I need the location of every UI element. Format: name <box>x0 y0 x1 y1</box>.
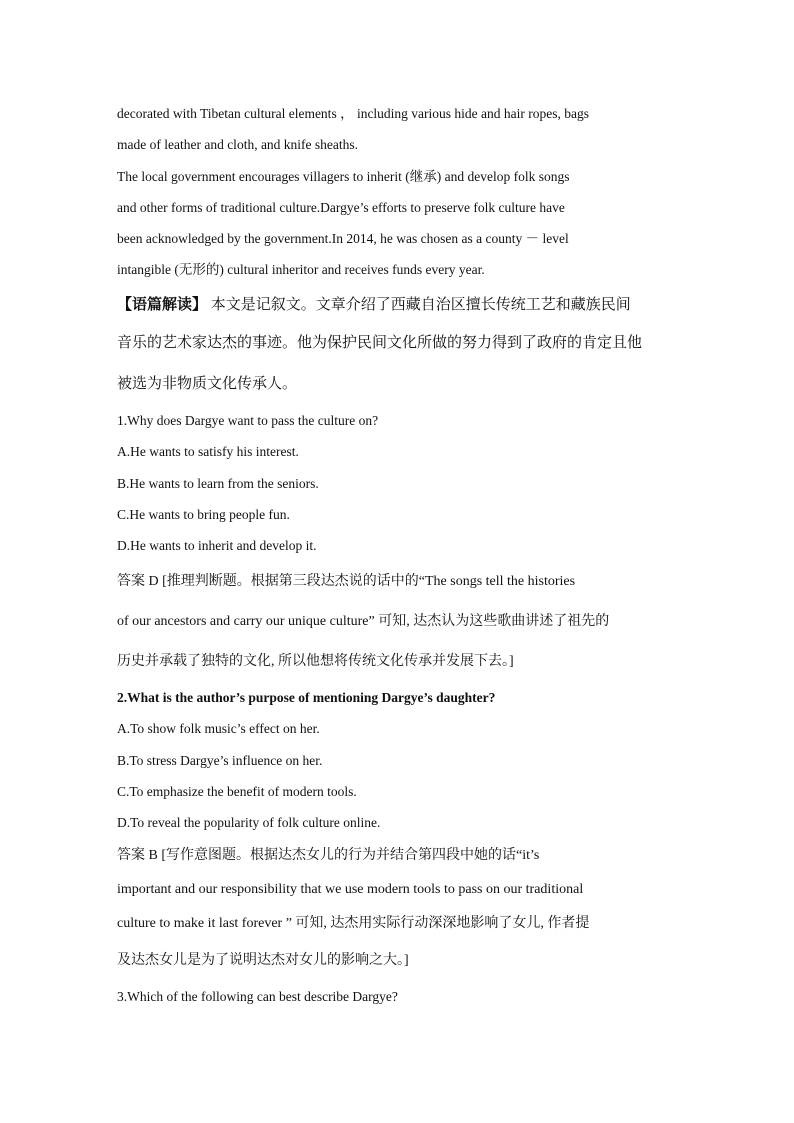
question-2-answer: important and our responsibility that we use modern tools to pass on our traditional <box>117 881 584 897</box>
question-2-option-d: D.To reveal the popularity of folk culture online. <box>117 815 381 831</box>
analysis-line: 音乐的艺术家达杰的事迹。他为保护民间文化所做的努力得到了政府的肯定且他 <box>117 334 643 351</box>
question-2-option-b: B.To stress Dargye’s influence on her. <box>117 752 323 768</box>
question-1-answer: of our ancestors and carry our unique culture” 可知, 达杰认为这些歌曲讲述了祖先的 <box>117 613 610 629</box>
passage-line: intangible (无形的) cultural inheritor and receives funds every year. <box>117 262 485 278</box>
passage-line: and other forms of traditional culture.Dargye’s efforts to preserve folk culture have <box>117 199 565 215</box>
question-1-stem: 1.Why does Dargye want to pass the culture on? <box>117 412 379 428</box>
question-1-answer: 历史并承载了独特的文化, 所以他想将传统文化传承并发展下去。] <box>117 653 514 669</box>
passage-line: decorated with Tibetan cultural elements ， including various hide and hair ropes, bags <box>117 106 590 121</box>
question-1-answer: 答案 D [推理判断题。根据第三段达杰说的话中的“The songs tell the histories <box>117 573 576 589</box>
passage-line: The local government encourages villagers to inherit (继承) and develop folk songs <box>117 168 570 184</box>
question-1-option-c: C.He wants to bring people fun. <box>117 506 290 522</box>
document-page <box>117 98 677 1012</box>
question-1-option-a: A.He wants to satisfy his interest. <box>117 444 299 460</box>
question-1-option-b: B.He wants to learn from the seniors. <box>117 475 319 491</box>
question-2-answer: culture to make it last forever ” 可知, 达杰用实际行动深深地影响了女儿, 作者提 <box>117 915 590 931</box>
analysis-label: 【语篇解读】 <box>117 294 208 313</box>
analysis-text: 本文是记叙文。文章介绍了西藏自治区擅长传统工艺和藏族民间 <box>207 296 631 313</box>
question-2-option-a: A.To show folk music’s effect on her. <box>117 721 320 737</box>
question-3-stem: 3.Which of the following can best describe Dargye? <box>117 988 398 1004</box>
passage-line: made of leather and cloth, and knife sheaths. <box>117 137 359 153</box>
passage-line: been acknowledged by the government.In 2014, he was chosen as a county － level <box>117 231 569 247</box>
question-2-stem: 2.What is the author’s purpose of mentioning Dargye’s daughter? <box>117 689 496 705</box>
question-2-answer: 及达杰女儿是为了说明达杰对女儿的影响之大。] <box>117 952 409 968</box>
analysis-line <box>117 286 677 323</box>
analysis-line: 被选为非物质文化传承人。 <box>117 375 298 392</box>
question-2-answer: 答案 B [写作意图题。根据达杰女儿的行为并结合第四段中她的话“it’s <box>117 847 540 863</box>
question-1-option-d: D.He wants to inherit and develop it. <box>117 538 317 554</box>
question-2-option-c: C.To emphasize the benefit of modern tools. <box>117 783 357 799</box>
